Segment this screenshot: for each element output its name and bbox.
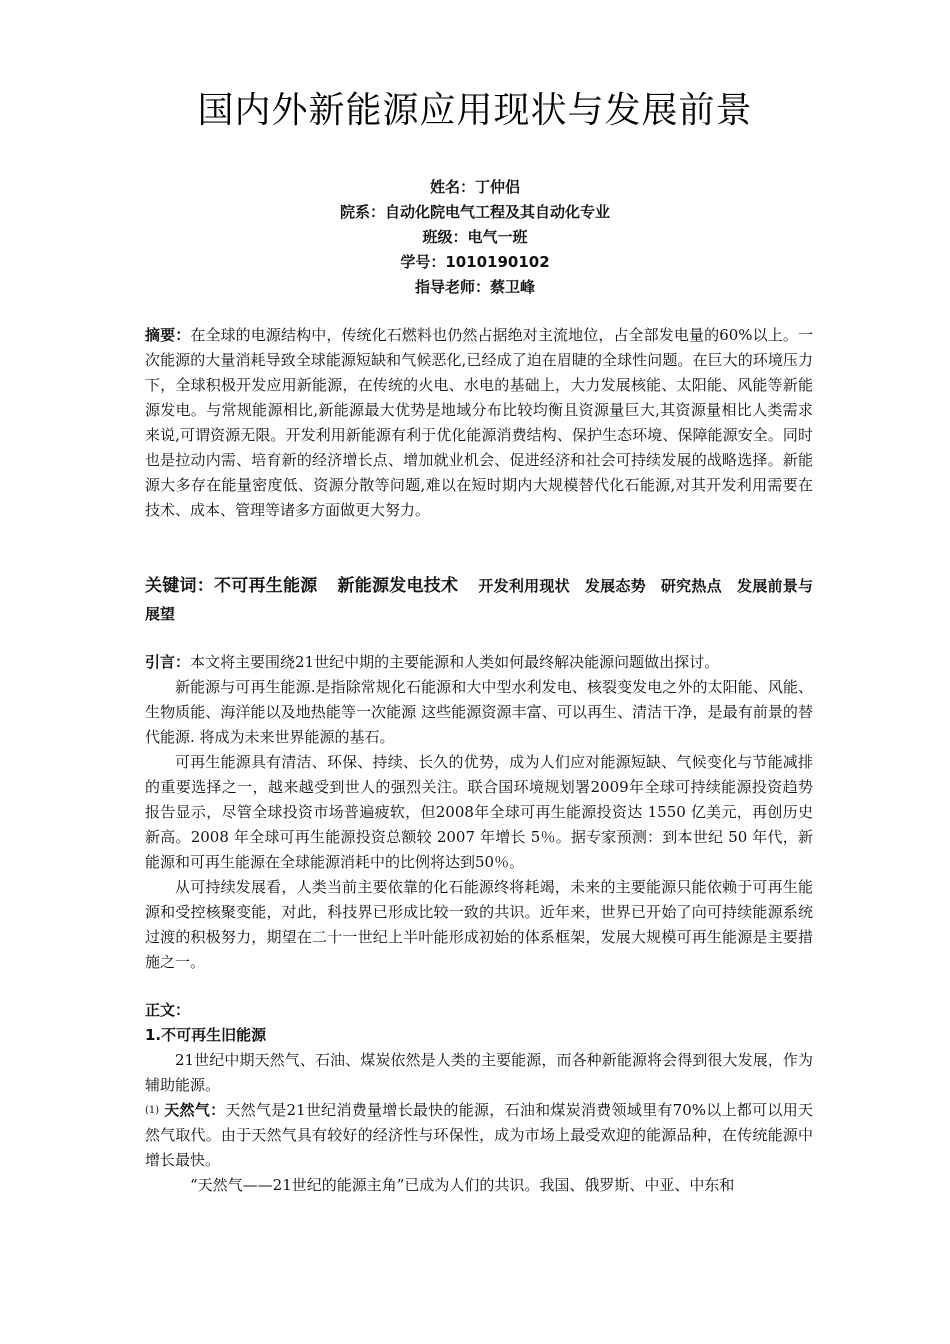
keyword-1: 不可再生能源 bbox=[214, 576, 318, 596]
section-1-paragraph: 21世纪中期天然气、石油、煤炭依然是人类的主要能源，而各种新能源将会得到很大发展，作为辅助能源。 bbox=[145, 1051, 813, 1094]
author-department: 院系：自动化院电气工程及其自动化专业 bbox=[339, 203, 610, 221]
intro-lead-text: 本文将主要围绕21世纪中期的主要能源和人类如何最终解决能源问题做出探讨。 bbox=[190, 653, 720, 671]
item-1-label: 天然气： bbox=[164, 1101, 226, 1119]
intro-paragraph-2: 可再生能源具有清洁、环保、持续、长久的优势，成为人们应对能源短缺、气候变化与节能减排的重要选择之一，越来越受到世人的强烈关注。联合国环境规划署2009年全球可持续能源投资趋势报告显示，尽管全球投资市场普遍疲软，但2008年全球可再生能源投资达 1550 亿美元，再创历史新高。2008 年全球可再生能源投资总额较 2007 年增长 5％。据专家预测：到本世纪 50 年代，新能源和可再生能源在全球能源消耗中的比例将达到50％。 bbox=[145, 753, 813, 871]
keywords-line bbox=[145, 572, 813, 628]
item-1-text: 天然气是21世纪消费量增长最快的能源，石油和煤炭消费领域里有70%以上都可以用天然气取代。由于天然气具有较好的经济性与环保性，成为市场上最受欢迎的能源品种，在传统能源中增长最快。 bbox=[145, 1101, 813, 1169]
intro-paragraph-3: 从可持续发展看，人类当前主要依靠的化石能源终将耗竭，未来的主要能源只能依赖于可再生能源和受控核聚变能，对此，科技界已形成比较一致的共识。近年来，世界已开始了向可持续能源系统过渡的积极努力，期望在二十一世纪上半叶能形成初始的体系框架，发展大规模可再生能源是主要措施之一。 bbox=[145, 878, 813, 971]
item-1-paragraph bbox=[145, 1098, 813, 1173]
author-advisor: 指导老师：蔡卫峰 bbox=[414, 278, 535, 296]
keyword-4: 发展态势 bbox=[584, 577, 646, 595]
body-label: 正文： bbox=[145, 1001, 191, 1019]
section-1-content bbox=[145, 1048, 813, 1198]
abstract-label: 摘要： bbox=[145, 326, 191, 344]
keyword-6: 发展前景与展望 bbox=[145, 577, 813, 623]
intro-paragraph-1: 新能源与可再生能源.是指除常规化石能源和大中型水利发电、核裂变发电之外的太阳能、风能、生物质能、海洋能以及地热能等一次能源 这些能源资源丰富、可以再生、清洁干净，是最有前景的替代能源. 将成为未来世界能源的基石。 bbox=[145, 678, 813, 746]
keyword-5: 研究热点 bbox=[660, 577, 722, 595]
keyword-2: 新能源发电技术 bbox=[337, 576, 459, 596]
section-1-title: 1.不可再生旧能源 bbox=[145, 1026, 267, 1044]
intro-section bbox=[145, 650, 813, 975]
author-name: 姓名：丁仲侣 bbox=[429, 178, 520, 196]
item-1-number: (1) bbox=[145, 1105, 160, 1116]
keyword-3: 开发利用现状 bbox=[478, 577, 570, 595]
abstract-text: 在全球的电源结构中，传统化石燃料也仍然占据绝对主流地位，占全部发电量的60%以上。一次能源的大量消耗导致全球能源短缺和气候恶化,已经成了迫在眉睫的全球性问题。在巨大的环境压力下，全球积极开发应用新能源，在传统的火电、水电的基础上，大力发展核能、太阳能、风能等新能源发电。与常规能源相比,新能源最大优势是地域分布比较均衡且资源量巨大,其资源量相比人类需求来说,可谓资源无限。开发利用新能源有利于优化能源消费结构、保护生态环境、保障能源安全。同时也是拉动内需、培育新的经济增长点、增加就业机会、促进经济和社会可持续发展的战略选择。新能源大多存在能量密度低、资源分散等问题,难以在短时期内大规模替代化石能源,对其开发利用需要在技术、成本、管理等诸多方面做更大努力。 bbox=[145, 326, 813, 519]
keywords-label: 关键词： bbox=[145, 576, 214, 596]
intro-label: 引言： bbox=[145, 653, 191, 671]
abstract-paragraph bbox=[145, 323, 813, 523]
author-student-id: 学号：1010190102 bbox=[400, 253, 550, 271]
item-1-paragraph-2: “天然气——21世纪的能源主角”已成为人们的共识。我国、俄罗斯、中亚、中东和 bbox=[190, 1176, 735, 1194]
author-class: 班级：电气一班 bbox=[422, 228, 528, 246]
document-title: 国内外新能源应用现状与发展前景 bbox=[197, 90, 753, 131]
intro-lead bbox=[145, 650, 813, 675]
